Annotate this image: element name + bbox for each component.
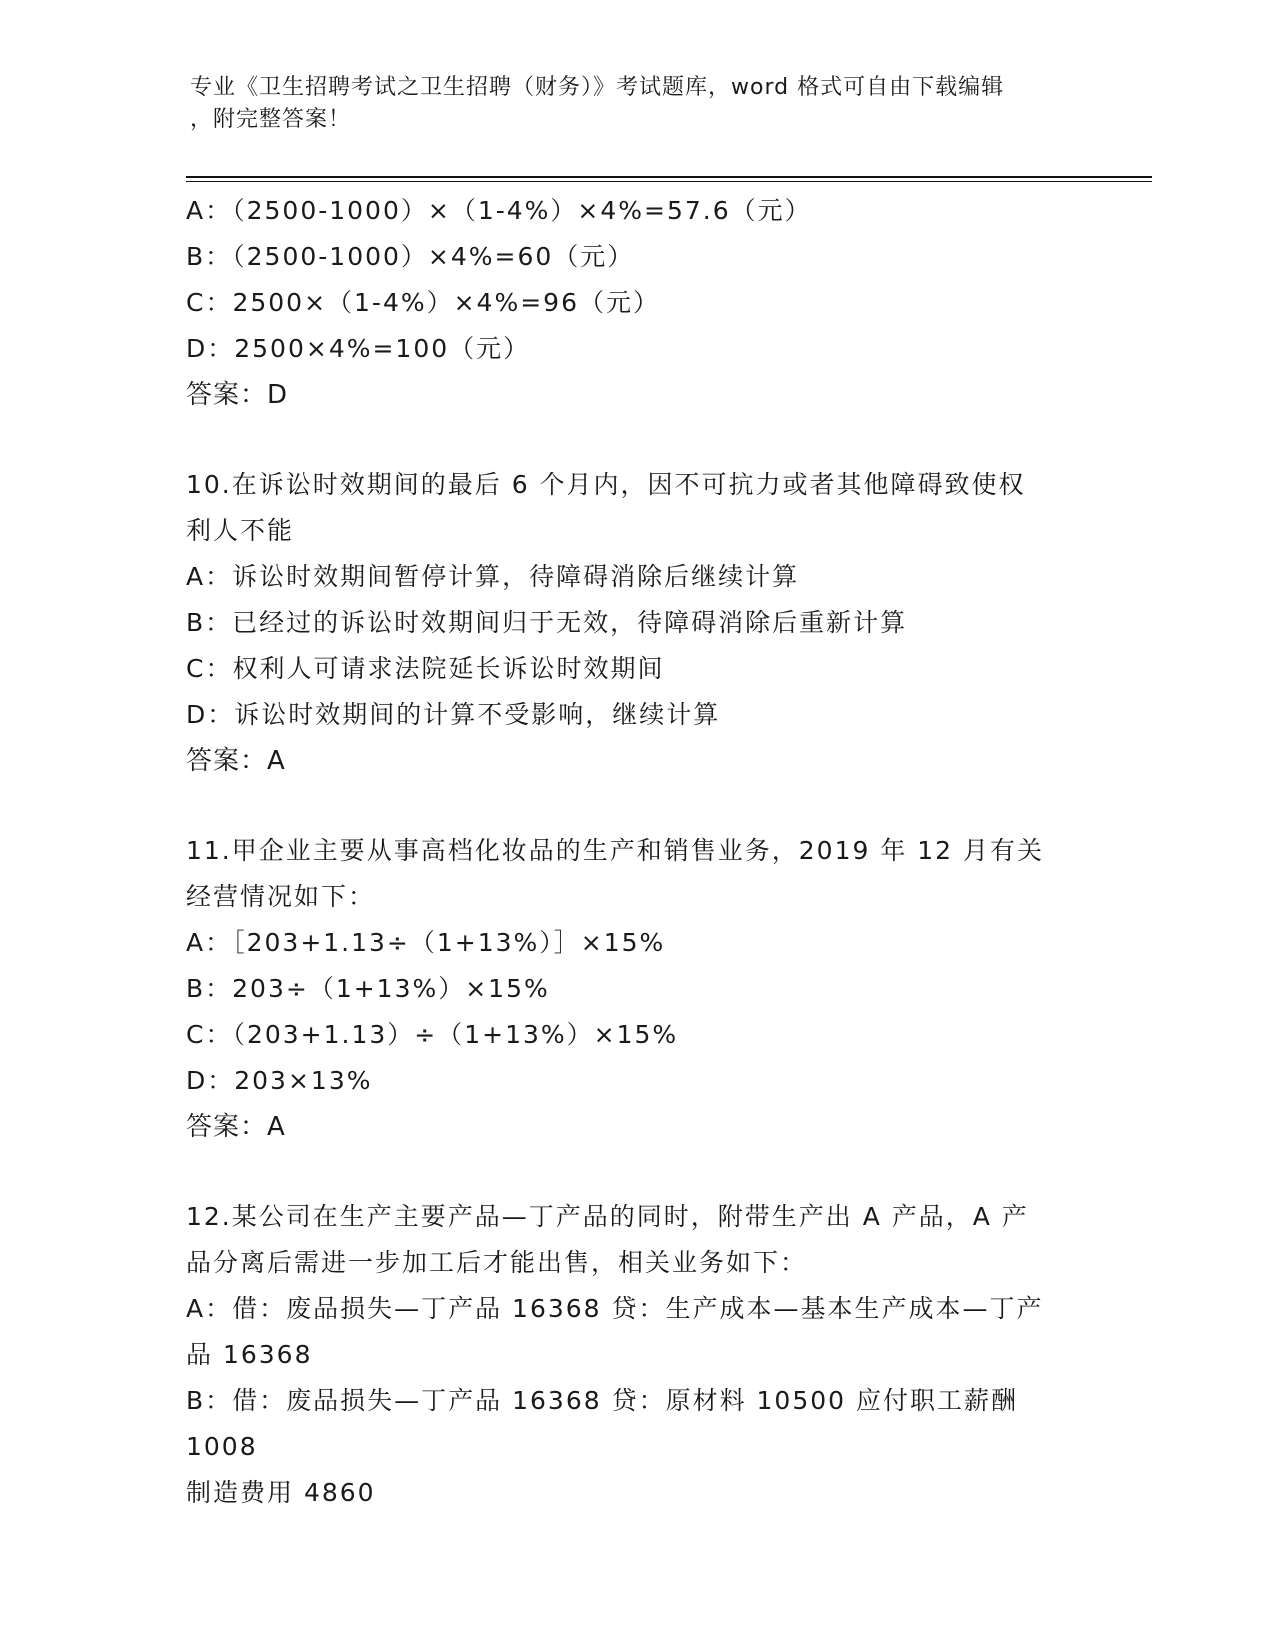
answer-line: 答案：D xyxy=(186,380,289,410)
question-10 xyxy=(186,462,1086,784)
option-d: D：203×13% xyxy=(186,1066,373,1095)
question-stem-line-1: 10.在诉讼时效期间的最后 6 个月内，因不可抗力或者其他障碍致使权 xyxy=(186,470,1026,499)
question-stem-line-2: 经营情况如下： xyxy=(186,882,376,911)
option-a: A：借：废品损失—丁产品 16368 贷：生产成本—基本生产成本—丁产 xyxy=(186,1294,1044,1323)
header-line-1: 专业《卫生招聘考试之卫生招聘（财务）》考试题库，word 格式可自由下载编辑 xyxy=(190,75,1005,100)
document-header xyxy=(190,72,1090,136)
option-b: B：（2500-1000）×4%=60（元） xyxy=(186,242,635,271)
header-rule-thin xyxy=(186,181,1152,182)
option-c: C：权利人可请求法院延长诉讼时效期间 xyxy=(186,654,665,683)
question-11 xyxy=(186,828,1086,1150)
question-12 xyxy=(186,1194,1086,1516)
option-b: B：203÷（1+13%）×15% xyxy=(186,974,550,1003)
spacer xyxy=(186,784,1086,828)
answer-line: 答案：A xyxy=(186,746,286,776)
option-b: B：已经过的诉讼时效期间归于无效，待障碍消除后重新计算 xyxy=(186,608,908,637)
option-a: A：诉讼时效期间暂停计算，待障碍消除后继续计算 xyxy=(186,562,800,591)
option-a: A：（2500-1000）×（1-4%）×4%=57.6（元） xyxy=(186,196,812,225)
header-rule-thick xyxy=(186,176,1152,178)
spacer xyxy=(186,1150,1086,1194)
option-a: A：［203+1.13÷（1+13%）］×15% xyxy=(186,928,666,957)
question-stem-line-2: 品分离后需进一步加工后才能出售，相关业务如下： xyxy=(186,1248,808,1277)
header-line-2: ，附完整答案！ xyxy=(190,107,352,132)
spacer xyxy=(186,418,1086,462)
option-d: D：2500×4%=100（元） xyxy=(186,334,531,363)
option-c: C：（203+1.13）÷（1+13%）×15% xyxy=(186,1020,679,1049)
option-a-continued: 品 16368 xyxy=(186,1340,313,1369)
question-9 xyxy=(186,188,1086,418)
option-d: D：诉讼时效期间的计算不受影响，继续计算 xyxy=(186,700,721,729)
question-stem-line-2: 利人不能 xyxy=(186,516,295,545)
option-b-continued: 制造费用 4860 xyxy=(186,1478,376,1507)
answer-line: 答案：A xyxy=(186,1112,286,1142)
question-list xyxy=(186,188,1086,1516)
option-c: C：2500×（1-4%）×4%=96（元） xyxy=(186,288,660,317)
question-stem-line-1: 11.甲企业主要从事高档化妆品的生产和销售业务，2019 年 12 月有关 xyxy=(186,836,1045,865)
option-b: B：借：废品损失—丁产品 16368 贷：原材料 10500 应付职工薪酬 1008 xyxy=(186,1386,1028,1461)
question-stem-line-1: 12.某公司在生产主要产品—丁产品的同时，附带生产出 A 产品，A 产 xyxy=(186,1202,1029,1231)
